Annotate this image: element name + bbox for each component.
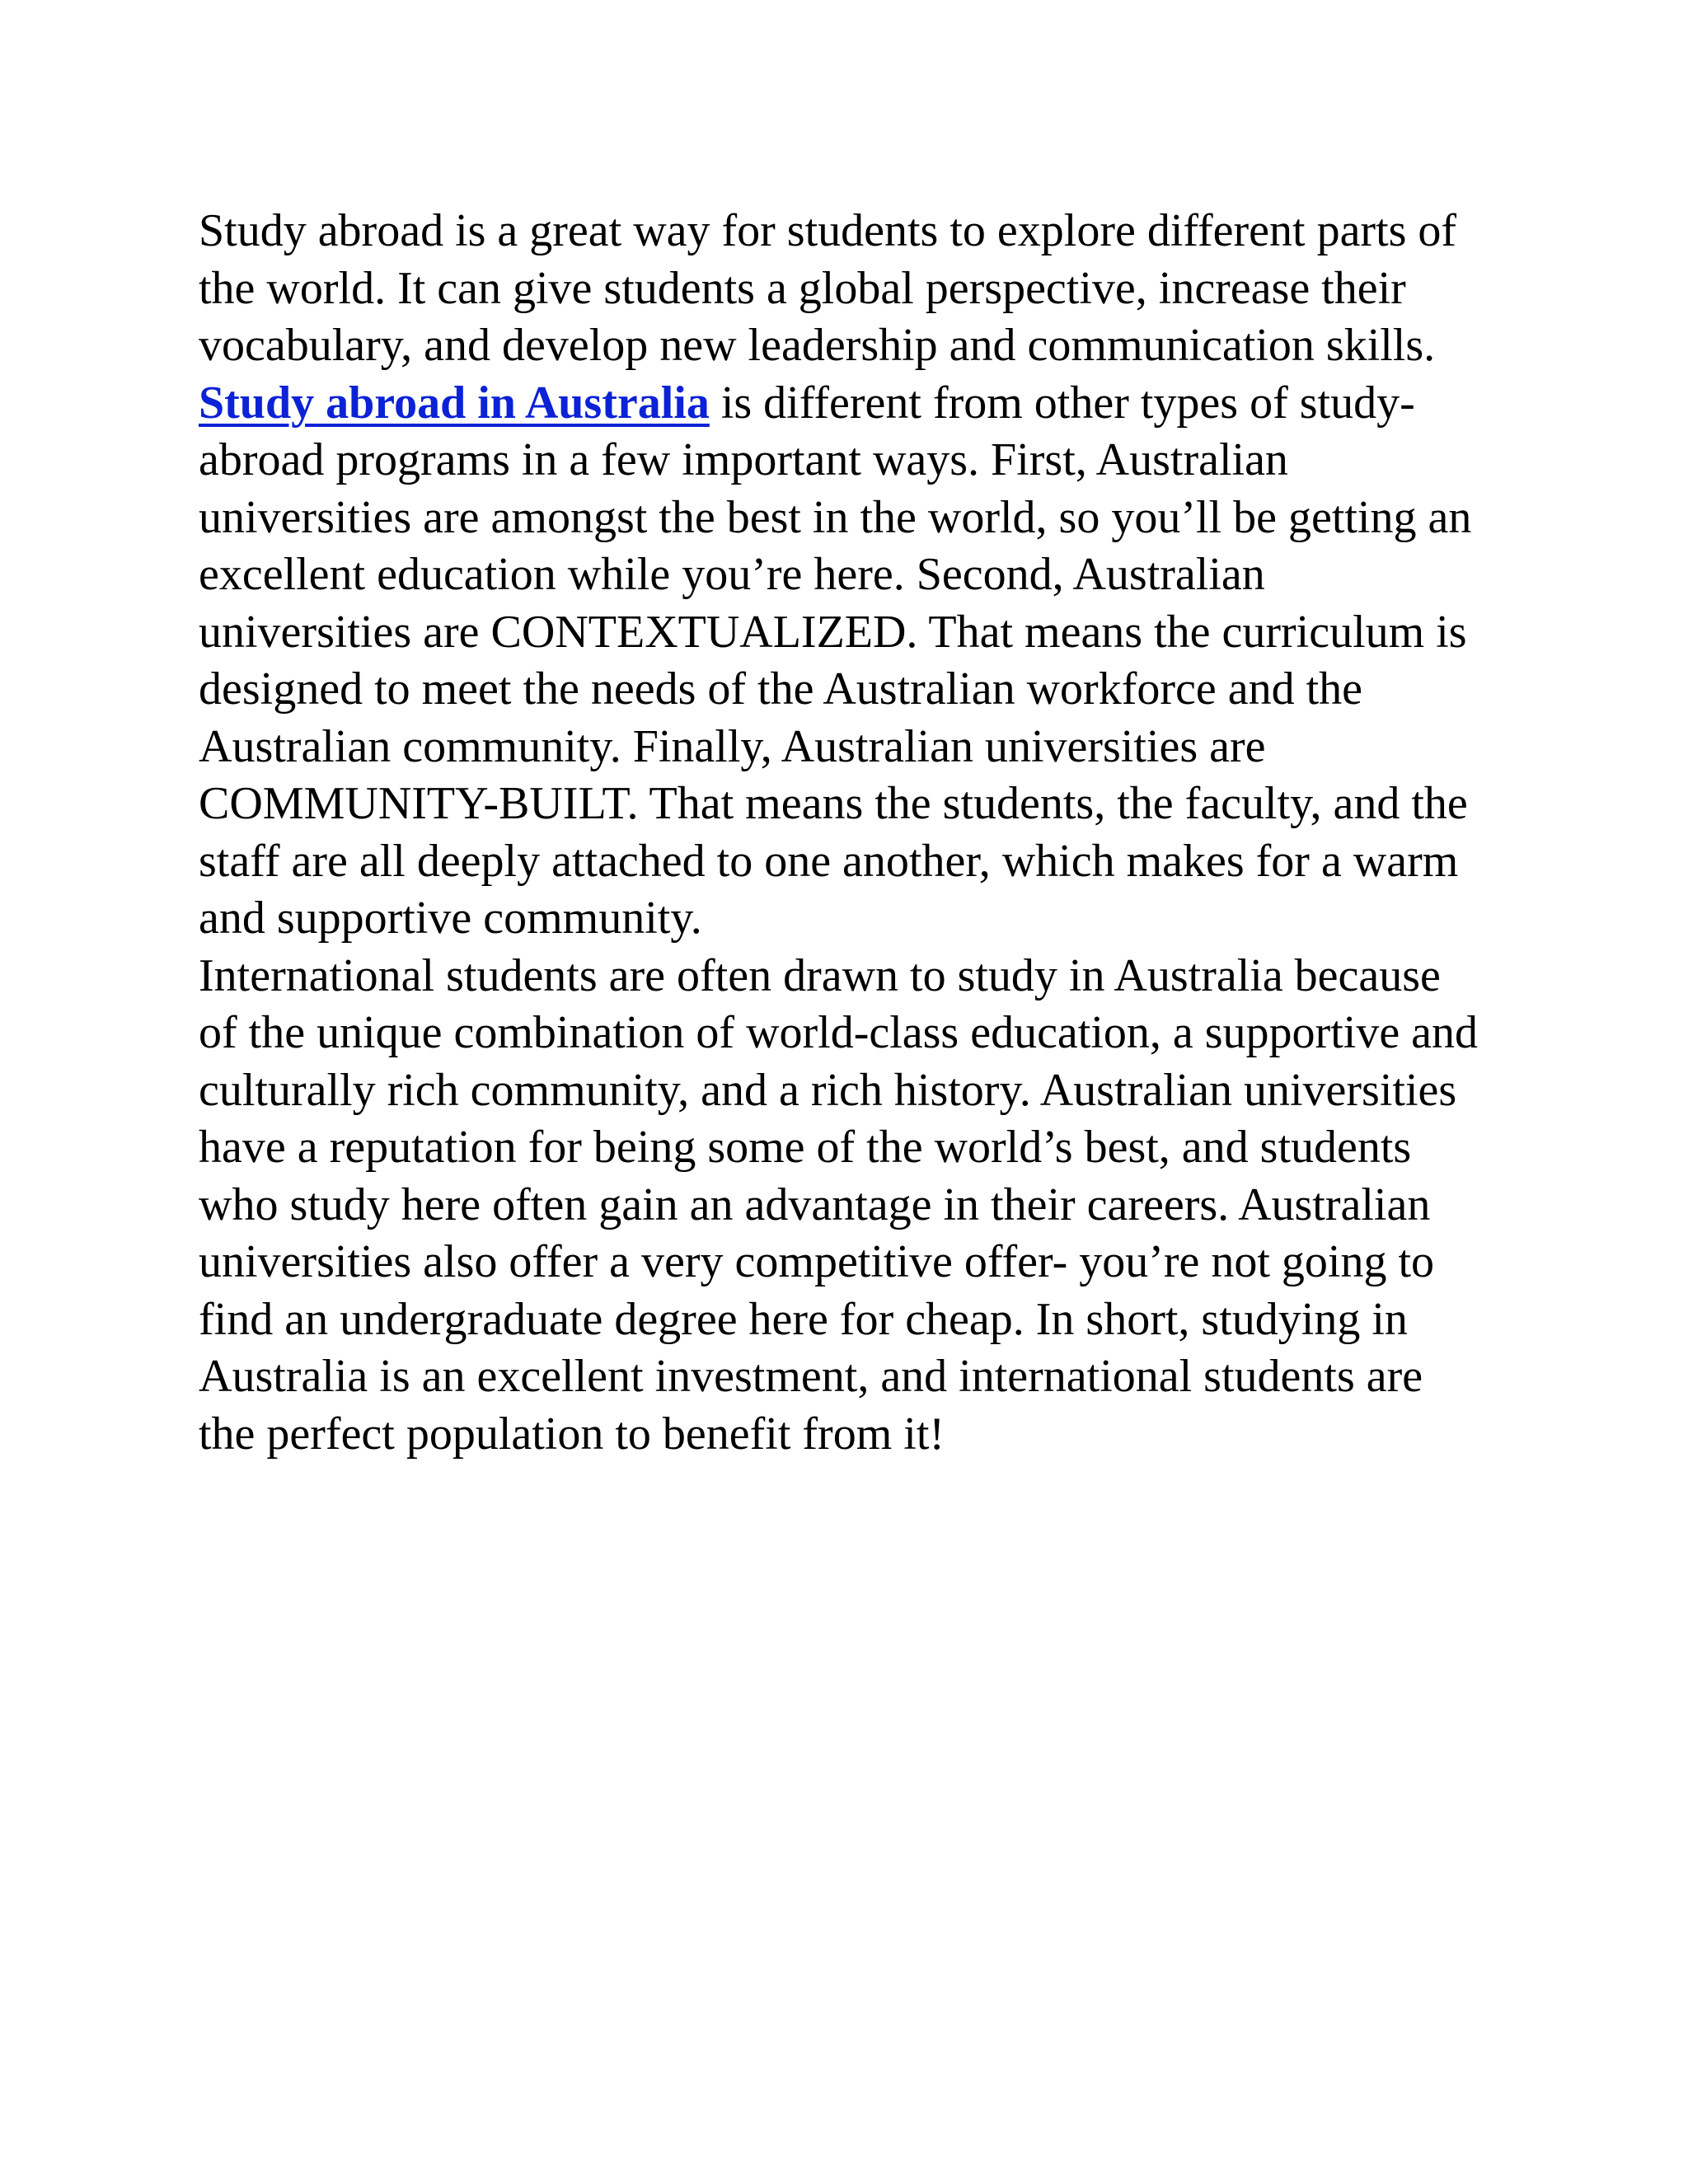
paragraph-australia-differences [199, 375, 1484, 948]
document-body [199, 203, 1484, 1463]
paragraph-australia-differences-text: is different from other types of study-abroad programs in a few important ways. First, Australian universities are amongst the best in the world, so you’ll be getting an excellent education while you’re here. Second, Australian universities are CONTEXTUALIZED. That means the curriculum is designed to meet the needs of the Australian workforce and the Australian community. Finally, Australian universities are COMMUNITY-BUILT. That means the students, the faculty, and the staff are all deeply attached to one another, which makes for a warm and supportive community. [199, 377, 1472, 944]
paragraph-intro: Study abroad is a great way for students to explore different parts of the world. It can give students a global perspective, increase their vocabulary, and develop new leadership and communication skills. [199, 205, 1457, 371]
paragraph-international-students: International students are often drawn to study in Australia because of the unique combination of world-class education, a supportive and culturally rich community, and a rich history. Australian universities have a reputation for being some of the world’s best, and students who study here often gain an advantage in their careers. Australian universities also offer a very competitive offer- you’re not going to find an undergraduate degree here for cheap. In short, studying in Australia is an excellent investment, and international students are the perfect population to benefit from it! [199, 949, 1479, 1460]
study-abroad-australia-link[interactable]: Study abroad in Australia [199, 377, 710, 429]
